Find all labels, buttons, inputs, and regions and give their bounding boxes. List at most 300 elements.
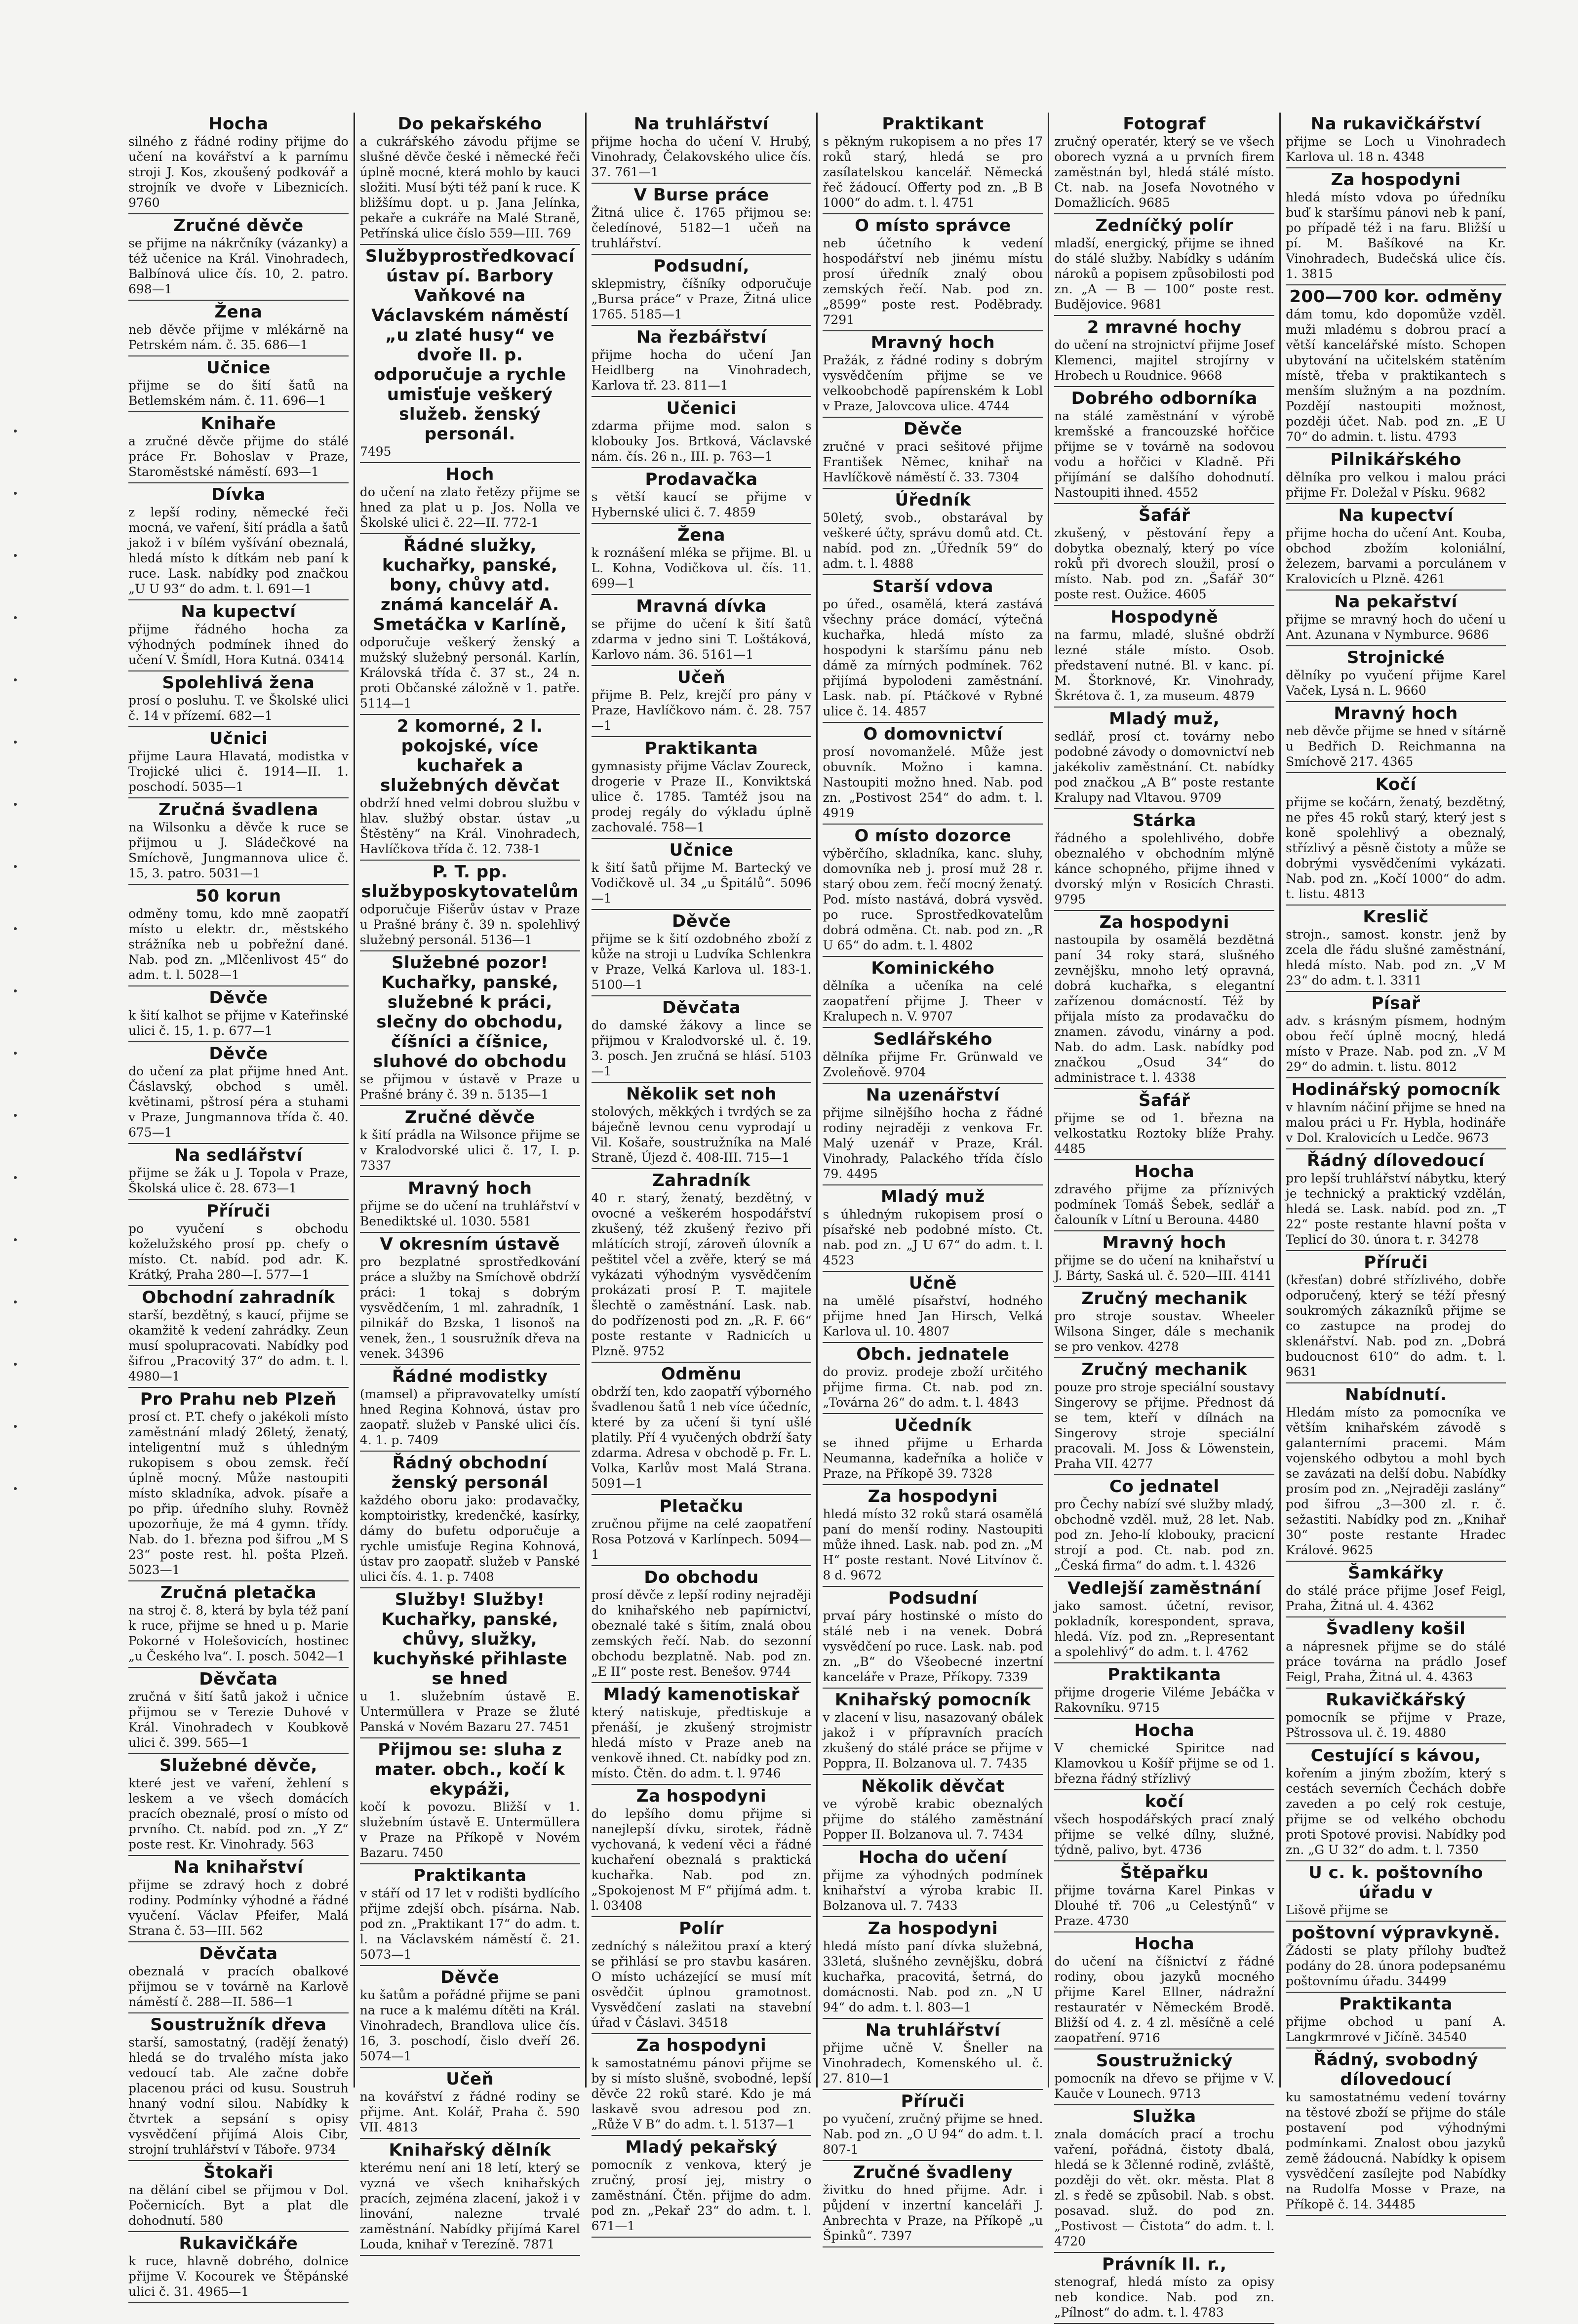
ad-text: prvaí páry hostinské o místo do stálé neb i na venek. Dobrá vysvědčení po ruce. Lask. nab. pod zn. „B“ do Všeobecné inzertní kanceláře v Praze, Příkopy. 7339 (823, 1609, 1043, 1684)
classified-ad (823, 957, 1043, 1028)
ad-text: silného z řádné rodiny přijme do učení na kovářství a k parnímu stroji J. Kos, zkoušený podkovář a strojník ve dvoře v Libeznicích. 9760 (128, 134, 349, 210)
classified-ad (128, 1581, 349, 1668)
ad-heading: Sedlářského (873, 1029, 993, 1049)
ad-text: obdrží ten, kdo zaopatří výborného švadlenou šatů 1 neb více účedníc, které by za učení ši tyní ušlé platily. Pří 4 vyučených obdrží šaty zdarma. Adresa v obchodě p. Fr. L. Volka, Karlův most Malá Strana. 5091—1 (591, 1384, 812, 1491)
ad-heading: V Burse práce (633, 185, 769, 205)
classified-ad (592, 1917, 812, 2034)
ad-text: a nápresnek přijme se do stálé práce továrna na prádlo Josef Feigl, Praha, Žitná ul. 4. 4363 (1286, 1639, 1506, 1684)
ad-heading: Praktikanta (413, 1866, 527, 1886)
classified-ad (1286, 1617, 1506, 1689)
ad-text: pomocník na dřevo se přijme v V. Kauče v Lounech. 9713 (1054, 2071, 1275, 2101)
classified-ad (823, 1689, 1043, 1775)
ad-heading: Praktikanta (1339, 1994, 1453, 2014)
ad-heading: Polír (679, 1919, 724, 1938)
ad-heading: Cestující s kávou, (1310, 1746, 1481, 1766)
ad-text: mladší, energický, přijme se ihned do stálé služby. Nabídky s udáním nároků a popisem způsobilosti pod zn. „A — B — 100“ poste rest. Budějovice. 9681 (1054, 236, 1275, 312)
ad-heading: Písař (1371, 993, 1420, 1013)
ad-text: kočí k povozu. Bližší v 1. služebním ústavě E. Untermüllera v Praze na Příkopě v Novém Bazaru. 7450 (359, 1800, 580, 1860)
ad-text: v zlacení v lisu, nasazovaný obálek jakož i v přípravních pracích zkušený do stálé práce se přijme v Poppra, II. Bolzanova ul. 7. 7435 (823, 1710, 1043, 1771)
ad-text: k šití šatů přijme M. Bartecký ve Vodičkově ul. 34 „u Špitálů“. 5096—1 (591, 861, 812, 906)
ad-heading: Učeň (677, 668, 726, 687)
ad-heading: Hocha (1134, 1721, 1195, 1740)
classified-ad (1054, 316, 1274, 387)
classified-ad (1286, 1251, 1506, 1383)
classified-ad (1286, 504, 1506, 591)
ad-text: na umělé písařství, hodného přijme hned Jan Hirsch, Velká Karlova ul. 10. 4807 (823, 1294, 1043, 1339)
ad-text: k šití prádla na Wilsonce přijme se v Kralodvorské ulici č. 17, I. p. 7337 (359, 1128, 580, 1173)
ad-heading: Mladý muž (881, 1187, 985, 1207)
ad-heading: Obchodní zahradník (142, 1288, 335, 1307)
ad-heading: Do pekařského (397, 114, 542, 134)
ad-text: odměny tomu, kdo mně zaopatří místo u elektr. dr., městského strážníka neb u pobřežní dané. Nab. pod zn. „Mlčenlivost 45“ do adm. t. l. 5028—1 (128, 906, 349, 982)
ad-heading: Štěpařku (1120, 1863, 1209, 1883)
ad-heading: kočí (1144, 1792, 1184, 1812)
ad-heading: Nabídnutí. (1345, 1385, 1447, 1405)
classified-ad (1054, 606, 1274, 708)
classified-ad (823, 1084, 1043, 1185)
ad-text: k samostatnému pánovi přijme se by si místo slušně, svobodné, lepší děvče 22 roků staré. Kdo je má laskavě svou adresou pod zn. „Růže V B“ do adm. t. l. 5137—1 (591, 2056, 812, 2131)
ad-text: přijme silnějšího hocha z řádné rodiny nejraději z venkova Fr. Malý uzenář v Praze, Král. Vinohrady, Palackého třída číslo 79. 4495 (823, 1105, 1043, 1181)
ad-text: pro bezplatné sprostředkování práce a služby na Smíchově obdrží práci: 1 tokaj s dobrým vysvědčením, 1 ml. zahradník, 1 pilnikář do Bzska, 1 lisonoš na venek, žen., 1 sousružník dřeva na venek. 34396 (359, 1255, 580, 1361)
ad-text: přijme se k šití ozdobného zboží z kůže na stroji u Ludvíka Schlenkra v Praze, Velká Karlova ul. 183-1. 5100—1 (591, 932, 812, 992)
ad-heading: Děvče (440, 1968, 500, 1987)
ad-heading: Na kupectví (1338, 506, 1454, 525)
ad-text: k šití kalhot se přijme v Kateřinské ulici č. 15, 1. p. 677—1 (128, 1008, 349, 1038)
ad-text: u 1. služebním ústavě E. Untermüllera v Praze se žluté Panská v Novém Bazaru 27. 7451 (359, 1689, 580, 1734)
ad-heading: Na sedlářství (174, 1145, 303, 1165)
classified-ad (823, 2090, 1043, 2161)
classified-ad (360, 245, 580, 463)
ad-text: prosí o posluhu. T. ve Školské ulici č. 14 v přízemí. 682—1 (128, 693, 349, 723)
ad-text: prosí novomanželé. Může jest obuvník. Možno i kamna. Nastoupiti možno hned. Nab. pod zn. „Postivost 254“ do adm. t. l. 4919 (823, 745, 1043, 820)
ad-heading: Soustružník dřeva (150, 2015, 327, 2035)
classified-ad (823, 2019, 1043, 2090)
classified-ad (592, 666, 812, 737)
ad-heading: Přijmou se: sluha z mater. obch., kočí k ekypáži, (375, 1740, 565, 1799)
ad-text: pro stroje soustav. Wheeler Wilsona Singer, dále s mechanik se pro venkov. 4278 (1054, 1309, 1275, 1354)
classified-ad (1286, 168, 1506, 285)
ad-text: dělníka a učeníka na celé zaopatření přijme J. Theer v Kralupech n. V. 9707 (823, 979, 1043, 1024)
classified-ad (823, 214, 1043, 331)
ad-heading: Rukavičkářský (1326, 1690, 1466, 1710)
ad-heading: O místo dozorce (854, 826, 1012, 846)
ad-heading: Mladý muž, (1109, 709, 1220, 729)
classified-ad (128, 1286, 349, 1388)
ad-heading: Kočí (1375, 775, 1417, 794)
ad-heading: Učeň (446, 2069, 494, 2089)
ad-text: 50letý, svob., obstarával by veškeré účty, správu domů atd. Ct. nabíd. pod zn. „Úředník 59“ do adm. t. l. 4888 (823, 511, 1043, 571)
ad-heading: Obch. jednatele (856, 1344, 1010, 1364)
classified-ad (592, 1083, 812, 1169)
ad-text: do učení na číšnictví z řádné rodiny, obou jazyků mocného přijme Karel Ellner, nádražní restauratér v Německém Brodě. Bližší od 4. z. 4 zl. měsíčně a celé zaopatření. 9716 (1054, 1954, 1275, 2045)
ad-heading: Děvče (671, 911, 731, 931)
ad-text: sedlář, prosí ct. továrny nebo podobné závody o domovnictví neb jakékoliv zaměstnání. Ct. nabídky pod značkou „A B“ poste restante Kralupy nad Vltavou. 9709 (1054, 729, 1275, 805)
classified-ad (1286, 1149, 1506, 1251)
ad-text: odporučuje Fišerův ústav v Praze u Prašné brány č. 39 n. spolehlivý služebný personál. 5136—1 (359, 902, 580, 947)
ad-text: na stálé zaměstnání v výrobě kremšské a francouzské hořčice přijme se v továrně na sodovou vodu a hořčici v Kladně. Při přijímání se dalšího dohodnutí. Nastoupiti ihned. 4552 (1054, 409, 1275, 500)
classified-ad (128, 798, 349, 885)
ad-heading: Zahradník (652, 1171, 750, 1190)
ad-text: přijme se zdravý hoch z dobré rodiny. Podmínky výhodné a řádné vyučení. Václav Pfeifer, Malá Strana č. 53—III. 562 (128, 1878, 349, 1938)
classified-ad (128, 600, 349, 671)
classified-ad (592, 2136, 812, 2238)
ad-text: přijme B. Pelz, krejčí pro pány v Praze, Havlíčkovo nám. č. 28. 757—1 (591, 688, 812, 733)
ad-text: pomocník z venkova, který je zručný, prosí jej, mistry o zaměstnání. Čtěn. přijme do adm. pod zn. „Pekař 23“ do adm. t. l. 671—1 (591, 2158, 812, 2233)
ad-text: Žádosti se platy přílohy buďtež podány do 28. února podepsanému poštovnímu úřadu. 34499 (1286, 1943, 1506, 1988)
classified-ad (1054, 1932, 1274, 2049)
classified-ad (823, 1185, 1043, 1272)
ad-text: po vyučení s obchodu koželužského prosí pp. chefy o místo. Ct. nabíd. pod adr. K. Krátký, Praha 280—I. 577—1 (128, 1221, 349, 1282)
ad-text: v hlavním náčiní přijme se hned na malou práci u Fr. Hybla, hodináře v Dol. Kralovicích u Ledče. 9673 (1286, 1100, 1506, 1145)
classified-ad (592, 255, 812, 326)
ad-heading: Zručný mechanik (1081, 1360, 1248, 1379)
classified-ad (592, 1495, 812, 1566)
classified-ad (1054, 2105, 1274, 2253)
classified-ad (592, 397, 812, 468)
classified-ad (128, 214, 349, 301)
ad-text: prosí ct. P.T. chefy o jakékoli místo zaměstnání mladý 26letý, ženatý, inteligentní muž s úhledným rukopisem s obou zemsk. řečí úplně mocný. Může nastoupiti místo skladníka, advok. písaře a po přip. úředního sluhy. Rovněž upozorňuje, že má 4 gymn. třídy. Nab. do 1. března pod šifrou „M S 23“ poste rest. hl. pošta Plzeň. 5023—1 (128, 1410, 349, 1577)
ad-text: po vyučení, zručný přijme se hned. Nab. pod zn. „O U 94“ do adm. t. l. 807-1 (823, 2112, 1043, 2157)
ad-text: hledá místo vdova po úředníku buď k staršímu pánovi neb k paní, po případě též i na faru. Bližší u pí. M. Bašíkové na Kr. Vinohradech, Budečská ulice čís. 1. 3815 (1286, 190, 1506, 281)
ad-text: strojn., samost. konstr. jenž by zcela dle řádu slušné zaměstnání, hledá místo. Nab. pod zn. „V M 23“ do adm. t. l. 3311 (1286, 927, 1506, 987)
ad-heading: Učně (908, 1273, 957, 1293)
ad-text: přijme učně V. Šneller na Vinohradech, Komenského ul. č. 27. 810—1 (823, 2041, 1043, 2086)
classified-ad (823, 1485, 1043, 1587)
ad-text: přijme se kočárn, ženatý, bezdětný, ne přes 45 roků starý, který jest s koně spolehlivý a obeznalý, střízlivý a pěsně čistoty a může se dobrými vysvědčeními vykázati. Nab. pod zn. „Kočí 1000“ do adm. t. listu. 4813 (1286, 795, 1506, 901)
classified-ad (592, 839, 812, 910)
ad-text: v stáří od 17 let v rodišti bydlícího přijme zdejší obch. písárna. Nab. pod zn. „Praktikant 17“ do adm. t. l. na Václavském náměstí č. 21. 5073—1 (359, 1886, 580, 1962)
classified-ad (592, 326, 812, 397)
ad-text: přijme řádného hocha za výhodných podmínek ihned do učení V. Šmídl, Hora Kutná. 03414 (128, 622, 349, 667)
ad-text: dělníka přijme Fr. Grünwald ve Zvoleňově. 9704 (823, 1050, 1043, 1079)
ad-heading: Na truhlářství (633, 114, 769, 134)
ad-heading: Na uzenářství (866, 1085, 1000, 1105)
ad-text: a cukrářského závodu přijme se slušné děvče české i německé řeči úplně mocné, která mohlo by kauci složiti. Musí býti též paní k ruce. K bližšímu dopt. u p. Jana Jelínka, pekaře a cukráře na Malé Straně, Petřínská ulice číslo 559—III. 769 (359, 134, 580, 240)
classified-ad (1286, 1562, 1506, 1617)
classified-ad (592, 1683, 812, 1785)
ad-text: zkušený, v pěstování řepy a dobytka obeznalý, který po více roků při dvorech sloužil, prosí o místo. Nab. pod zn. „Šafář 30“ poste rest. Oužice. 4605 (1054, 526, 1275, 601)
ad-heading: Hocha (1134, 1162, 1195, 1182)
classified-ad (128, 1754, 349, 1856)
classified-ad (360, 715, 580, 861)
classified-ad (823, 575, 1043, 723)
ad-heading: Knihaře (200, 414, 276, 433)
classified-ad (823, 1272, 1043, 1343)
ad-text: se přijmou v ústavě v Praze u Prašné brány č. 39 n. 5135—1 (359, 1072, 580, 1102)
classified-ad (360, 1452, 580, 1588)
ad-heading: Žena (677, 525, 725, 545)
ad-heading: Mladý pekařský (625, 2137, 778, 2157)
classified-ad (128, 727, 349, 798)
classified-ad (823, 825, 1043, 957)
ad-text: zručný operatér, který se ve všech oborech vyzná a u prvních firem zaměstnán byl, hledá stálé místo. Ct. nab. na Josefa Novotného v Domažlicích. 9685 (1054, 134, 1275, 210)
classified-ad (592, 1566, 812, 1683)
ad-heading: Několik set noh (626, 1084, 777, 1104)
classified-ad (1054, 1287, 1274, 1358)
classified-ad (1286, 1689, 1506, 1744)
classified-ad (823, 418, 1043, 489)
ad-text: zručné v praci sešitové přijme František Němec, knihař na Havlíčkově náměstí č. 33. 7304 (823, 439, 1043, 484)
ad-heading: Za hospodyni (1331, 170, 1461, 190)
ad-text: do damské žákovy a lince se přijmou v Kralodvorské ul. č. 19. 3. posch. Jen zručná se hlásí. 5103—1 (591, 1018, 812, 1078)
ad-heading: Knihařský dělník (389, 2140, 551, 2160)
classified-ad (1054, 1089, 1274, 1160)
ad-text: 7495 (359, 444, 392, 459)
classified-ad (592, 113, 812, 184)
ad-text: zedníchý s náležitou praxí a který se přihlásí se pro stavbu kasáren. O místo ucházející se musí mít osvědčit úplnou gramotnost. Vysvědčení zaslati na stavební úřad v Čáslavi. 34518 (591, 1939, 812, 2030)
ad-text: ku samostatnému vedení továrny na těstové zboží se přijme do stále postavení pod výhodnými podmínkami. Znalost obou jazyků země žádoucná. Nabídky k opisem vysvědčení zasílejte pod Nabídky na Rudolfa Mosse v Praze, na Příkopě č. 14. 34485 (1286, 2090, 1506, 2211)
classified-ad (592, 1363, 812, 1495)
classified-ad (128, 1668, 349, 1754)
classified-ad (1286, 646, 1506, 702)
ad-heading: Hoch (445, 465, 494, 484)
ad-text: přijme se Loch u Vinohradech Karlova ul. 18 n. 4348 (1286, 134, 1506, 164)
ad-heading: Učedník (894, 1416, 972, 1435)
classified-ad (1286, 1993, 1506, 2048)
classified-ad (1286, 1078, 1506, 1149)
ad-text: všech hospodářských prací znalý přijme se velké dílny, služné, týdně, palivo, byt. 4736 (1054, 1812, 1275, 1857)
classified-ad (128, 113, 349, 214)
ad-text: na stroj č. 8, která by byla též paní k ruce, přijme se hned u p. Marie Pokorné v Holešovicích, hostinec „u Českého lva“. I. posch. 5042—1 (128, 1603, 349, 1663)
ad-text: do proviz. prodeje zboží určitého přijme firma. Ct. nab. pod zn. „Továrna 26“ do adm. t. l. 4843 (823, 1365, 1043, 1410)
ad-text: (křesťan) dobré střízlivého, dobře odporučený, který se téží přesný soukromých zákazníků přijme se co zastupce na prodej do sklenářství. Nab. pod zn. „Dobrá budoucnost 610“ do adm. t. l. 9631 (1286, 1273, 1506, 1379)
ad-text: neb děvče přijme v mlékárně na Petrském nám. č. 35. 686—1 (128, 322, 349, 352)
classified-ad (592, 1169, 812, 1363)
classified-ad (360, 534, 580, 715)
ad-text: ku šatům a pořádné přijme se pani na ruce a k malému dítěti na Král. Vinohradech, Brandlova ulice čís. 16, 3. poschodí, čislo dveří 26. 5074—1 (359, 1988, 580, 2063)
ad-heading: Příruči (206, 1201, 271, 1221)
ad-heading: Rukavičkáře (179, 2234, 298, 2253)
ad-text: V chemické Spiritce nad Klamovkou u Košíř přijme se od 1. března řádný střízlivý (1054, 1741, 1275, 1786)
ad-text: z lepší rodiny, německé řeči mocná, ve vaření, šití prádla a šatů jakož i v bílém vyšívání obeznalá, hledá místo k dítkám neb paní k ruce. Lask. nabídky pod značkou „U U 93“ do adm. t. l. 691—1 (128, 505, 349, 596)
ad-heading: Na rukavičkářství (1310, 114, 1481, 134)
classified-ad (360, 113, 580, 245)
classified-ad (1286, 1922, 1506, 1993)
classified-ad (360, 463, 580, 534)
ad-text: starší, bezdětný, s kaucí, přijme se okamžitě k vedení zahrádky. Zeun musí spolupracovati. Nabídky pod šifrou „Pracovitý 37“ do adm. t. l. 4980—1 (128, 1308, 349, 1383)
ad-text: (mamsel) a připravovatelky umístí hned Regina Kohnová, ústav pro zaopatř. služeb v Panské ulici čís. 4. 1. p. 7409 (359, 1387, 580, 1447)
classified-ad (128, 1042, 349, 1144)
ad-column (123, 113, 354, 2299)
ad-text: pomocník se přijme v Praze, Pštrossova ul. č. 19. 4880 (1286, 1710, 1506, 1740)
classified-ad (823, 1587, 1043, 1689)
classified-ad (823, 1917, 1043, 2019)
ad-heading: Služebné pozor! Kuchařky, panské, služebné k práci, slečny do obchodu, číšníci a číšnice, sluhové do obchodu (373, 953, 567, 1071)
ad-heading: Hodinářský pomocník (1291, 1080, 1500, 1100)
ad-heading: Mravný hoch (1334, 704, 1458, 723)
ad-heading: O domovnictví (863, 724, 1003, 744)
classified-ad (823, 2161, 1043, 2247)
ad-text: pro lepší truhlářství nábytku, který je technický a praktický vzdělán, hledá se. Lask. nabíd. pod zn. „T 22“ poste restante hlavní pošta v Teplicí do 30. února t. r. 34278 (1286, 1171, 1506, 1247)
ad-heading: Dívka (211, 485, 266, 505)
ad-heading: Zručné švadleny (853, 2163, 1013, 2182)
ad-heading: Řádné modistky (392, 1367, 548, 1386)
ad-text: přijme hocha do učení Ant. Kouba, obchod zbožím koloniální, železem, barvami a porculánem v Kralovicích u Plzně. 4261 (1286, 526, 1506, 586)
ad-text: s pěkným rukopisem a no přes 17 roků starý, hledá se pro zasílatelskou kancelář. Německá řeč žádoucí. Offerty pod zn. „B B 1000“ do adm. t. l. 4751 (823, 134, 1043, 210)
ad-text: adv. s krásným písmem, hodným obou řečí úplně mocný, hledá místo v Praze. Nab. pod zn. „V M 29“ do admin. t. listu. 8012 (1286, 1014, 1506, 1074)
ad-heading: Zedníčký polír (1095, 216, 1233, 236)
ad-text: přijme se do učení na knihařství u J. Bárty, Saská ul. č. 520—III. 4141 (1054, 1253, 1275, 1283)
classified-ad (128, 301, 349, 356)
ad-heading: Odměnu (661, 1364, 742, 1384)
classified-ad (128, 1200, 349, 1286)
ad-text: výběrčího, skladníka, kanc. sluhy, domovníka neb j. prosí muž 28 r. starý obou zem. řečí mocný ženatý. Pod. místo nastává, dobrá vysvěd. po ruce. Sprostředkovatelům dobrá odměna. Ct. nab. pod zn. „R U 65“ do adm. t. l. 4802 (823, 846, 1043, 952)
ad-heading: Spolehlivá žena (162, 673, 315, 693)
ad-heading: Právník II. r., (1102, 2254, 1227, 2274)
ad-text: kterému není ani 18 letí, který se vyzná ve všech knihařských pracích, zejména zlacení, jakož i v linování, nalezne trvalé zaměstnání. Nabídky přijímá Karel Louda, knihař v Terezíně. 7871 (359, 2161, 580, 2251)
ad-heading: Pletačku (659, 1497, 744, 1516)
ad-heading: Štokaři (203, 2163, 274, 2182)
classified-ad (592, 524, 812, 595)
classified-ad (1054, 113, 1274, 214)
classified-ad (128, 1144, 349, 1200)
ad-heading: V okresním ústavě (380, 1234, 560, 1254)
binding-holes (14, 430, 18, 1565)
ad-heading: Soustružnický (1096, 2051, 1233, 2071)
ad-text: neb účetního k vedení hospodářství neb jinému místu prosí úředník znalý obou zemských řečí. Nab. pod zn. „8599“ poste rest. Poděbrady. 7291 (823, 236, 1043, 327)
ad-text: které jest ve vaření, žehlení s leskem a ve všech domácích pracích obeznalé, prosí o místo od prvního. Ct. nabíd. pod zn. „Y Z“ poste rest. Kr. Vinohrady. 563 (128, 1776, 349, 1851)
ad-heading: Šamkářky (1348, 1563, 1444, 1583)
ad-heading: Děvče (903, 419, 962, 439)
classified-ad (1286, 1744, 1506, 1861)
classified-ad (823, 1028, 1043, 1084)
classified-ad (1286, 773, 1506, 906)
ad-text: dělníky po vyučení přijme Karel Vaček, Lysá n. L. 9660 (1286, 668, 1506, 698)
classified-ad (823, 1775, 1043, 1846)
ad-text: s větší kaucí se přijme v Hybernské ulici č. 7. 4859 (591, 490, 812, 519)
ad-heading: Za hospodyni (636, 1786, 767, 1806)
classified-ad (1054, 1790, 1274, 1861)
ad-heading: Podsudní, (653, 256, 750, 276)
ad-heading: Vedlejší zaměstnání (1067, 1578, 1262, 1598)
ad-heading: Hocha do učení (859, 1848, 1007, 1867)
ad-text: přijme hocha do učení Jan Heidlberg na Vinohradech, Karlova tř. 23. 811—1 (591, 348, 812, 393)
ad-text: každého oboru jako: prodavačky, komptoiristky, kredenčké, kasírky, dámy do bufetu odporučuje a rychle umisťuje Regina Kohnová, ústav pro zaopatř. služeb v Panské ulici čís. 4. 1. p. 7408 (359, 1493, 580, 1584)
ad-heading: Praktikanta (644, 739, 758, 758)
classified-ad (1054, 2049, 1274, 2105)
classified-ad (592, 595, 812, 666)
classified-ad (128, 412, 349, 483)
ad-column (354, 113, 585, 2251)
ad-text: se přijme do učení k šití šatů zdarma v jedno sini T. Loštáková, Karlovo nám. 36. 5161—1 (591, 617, 812, 662)
classified-ad (128, 1856, 349, 1942)
ad-heading: Zručné děvče (173, 216, 304, 236)
ad-text: Lišově přijme se (1286, 1903, 1388, 1917)
ad-text: přijme se od 1. března na velkostatku Roztoky blíže Prahy. 4485 (1054, 1111, 1275, 1156)
classified-ad (1286, 448, 1506, 504)
ad-text: do stálé práce přijme Josef Feigl, Praha, Žitná ul. 4. 4362 (1286, 1583, 1506, 1613)
ad-text: obdrží hned velmi dobrou službu v hlav. službý obstar. ústav „u Štěstěny“ na Král. Vinohradech, Havlíčkova třída č. 12. 738-1 (359, 796, 580, 856)
classified-ad (1054, 387, 1274, 504)
classified-ad (360, 1864, 580, 1966)
classified-ad (823, 723, 1043, 825)
classified-ad (128, 2013, 349, 2161)
ad-heading: Zručná švadlena (158, 800, 318, 820)
ad-heading: Prodavačka (645, 470, 758, 489)
ad-heading: Za hospodyni (636, 2036, 767, 2055)
classified-ad (823, 489, 1043, 575)
classified-ad (1054, 1160, 1274, 1231)
ad-heading: Řádný dílovedoucí (1307, 1151, 1485, 1171)
ad-text: zdravého přijme za příznivých podmínek Tomáš Šebek, sedlář a čalouník v Lítní u Berouna. 4480 (1054, 1182, 1275, 1227)
ad-text: do lepšího domu přijme si nanejlepší dívku, sirotek, řádně vychovaná, k vedení věci a řádné kuchaření obeznalá s praktická kuchařka. Nab. pod zn. „Spokojenost M F“ přijímá adm. t. l. 03408 (591, 1807, 812, 1913)
ad-heading: Strojnické (1346, 648, 1445, 668)
ad-heading: Mladý kamenotiskař (603, 1685, 800, 1704)
classified-ad (592, 910, 812, 996)
ad-text: znala domácích prací a trochu vaření, pořádná, čistoty dbalá, hledá se k 3členné rodině, zvláště, později do vět. okr. města. Plat 8 zl. s ředě se způsobil. Nab. s obst. posavad. služ. do pod zn. „Postivost — Čistota“ do adm. t. l. 4720 (1054, 2127, 1275, 2248)
ad-heading: Knihařský pomocník (834, 1690, 1031, 1710)
ad-text: a zručné děvče přijme do stálé práce Fr. Bohoslav v Praze, Staroměstské náměstí. 693—1 (128, 434, 349, 479)
classified-ad (360, 1365, 580, 1452)
ad-text: dělníka pro velkou i malou práci přijme Fr. Doležal v Písku. 9682 (1286, 470, 1506, 500)
classified-ad (128, 2232, 349, 2303)
ad-text: obeznalá v pracích obalkové přijmou se v továrně na Karlově náměstí č. 288—II. 586—1 (128, 1964, 349, 2009)
classified-ad (360, 1177, 580, 1233)
ad-text: kořením a jiným zbožím, který s cestách severních Čechách dobře zaveden a po celý rok cestuje, přijme se od velkého obchodu proti Spotové provisi. Nabídky pod zn. „G U 32“ do adm. t. l. 7350 (1286, 1766, 1506, 1857)
ad-heading: Kreslič (1363, 907, 1429, 927)
ad-heading: Fotograf (1123, 114, 1206, 134)
ad-text: přijme se mravný hoch do učení u Ant. Azunana v Nymburce. 9686 (1286, 612, 1506, 642)
ad-text: gymnasisty přijme Václav Zoureck, drogerie v Praze II., Konviktská ulice č. 1785. Tamtéž jsou na prodej regály do výkladu úplně zachovalé. 758—1 (591, 759, 812, 834)
ad-heading: Úředník (895, 490, 971, 510)
ad-text: po úřed., osamělá, která zastává všechny práce domácí, výtečná kuchařka, hledá místo za hospodyni k staršímu pánu neb dámě za mírných podmínek. 762 přijímá bypolodeni zaměstnání. Lask. nab. pí. Ptáčkové v Rybné ulice č. 14. 4857 (823, 597, 1043, 718)
classified-ad (128, 483, 349, 600)
ad-heading: Služby! Služby! Kuchařky, panské, chůvy, služky, kuchyňské přihlaste se hned (372, 1590, 568, 1689)
ad-text: přijme za výhodných podmínek knihařství a výroba krabic II. Bolzanova ul. 7. 7433 (823, 1868, 1043, 1913)
classified-ad (823, 113, 1043, 214)
ad-text: přijme Laura Hlavatá, modistka v Trojické ulici č. 1914—II. 1. poschodí. 5035—1 (128, 749, 349, 794)
ad-text: přijme hocha do učení V. Hrubý, Vinohrady, Čelakovského ulice čís. 37. 761—1 (591, 134, 812, 179)
ad-heading: Žena (214, 302, 263, 322)
ad-heading: Řádné služky, kuchařky, panské, bony, chůvy atd. známá kancelář A. Smetáčka v Karlíně, (373, 536, 567, 634)
ad-text: na kovářství z řádné rodiny se přijme. Ant. Kolář, Praha č. 590 VII. 4813 (359, 2089, 580, 2134)
ad-heading: Kominického (871, 958, 995, 978)
classified-ad (823, 331, 1043, 418)
ad-heading: Hospodyně (1110, 607, 1219, 627)
ad-text: neb děvče přijme se hned v sítárně u Bedřich D. Reichmanna na Smíchově 217. 4365 (1286, 724, 1506, 769)
ad-text: zdarma přijme mod. salon s klobouky Jos. Brtková, Václavské nám. čís. 26 n., III. p. 763—1 (591, 419, 812, 464)
classified-ad (1054, 1231, 1274, 1287)
classified-ad (592, 468, 812, 524)
ad-text: nastoupila by osamělá bezdětná paní 34 roky stará, slušného zevnějšku, mnoho letý opravná, dobrá kuchařka, s elegantní zařízenou domácností. Též by přijala místo za prodavačku do znamen. závodu, vinárny a pod. Nab. do adm. Lask. nabídky pod značkou „Osud 34“ do administrace t. l. 4338 (1054, 933, 1275, 1085)
ad-heading: 50 korun (196, 886, 281, 906)
ad-heading: Příruči (901, 2091, 965, 2111)
ad-text: k ruce, hlavně dobrého, dolnice přijme V. Kocourek ve Štěpánské ulici č. 31. 4965—1 (128, 2254, 349, 2299)
classified-ad (360, 1966, 580, 2068)
ad-heading: U c. k. poštovního úřadu v (1308, 1863, 1483, 1902)
classified-ad (360, 2139, 580, 2256)
classified-ad (128, 356, 349, 412)
ad-heading: Na knihařství (173, 1857, 304, 1877)
classified-ad (128, 2161, 349, 2232)
classified-ad (823, 1846, 1043, 1917)
ad-heading: Do obchodu (644, 1568, 759, 1587)
ad-heading: Příruči (1364, 1253, 1428, 1272)
ad-text: na farmu, mladé, slušné obdrží lezné stále místo. Osob. představení nutné. Bl. v kanc. pí. M. Štorknové, Kr. Vinohrady, Škrétova č. 1, za museum. 4879 (1054, 628, 1275, 703)
ad-text: 40 r. starý, ženatý, bezdětný, v ovocné a veškerém hospodářství zkušený, též zkušený řezivo při mlátících strojí, zároveň úlovník a peštitel včel a zvěře, který se má vykázati výhodným vysvědčením prokázati prosí P. T. majitele šlechtě o zaměstnání. Lask. nab. do podřízenosti pod zn. „R. F. 66“ poste restante v Radnicích u Plzně. 9752 (591, 1191, 812, 1358)
ad-text: stolových, měkkých i tvrdých se za báječně levnou cenu vyprodají u Vil. Košaře, soustružníka na Malé Straně, Újezd č. 408-III. 715—1 (591, 1104, 812, 1165)
ad-text: živitku do hned přijme. Adr. i půjdení v inzertní kanceláři J. Anbrechta v Praze, na Příkopě „u Špinků“. 7397 (823, 2183, 1043, 2243)
classified-ad (592, 184, 812, 255)
ad-text: přijme obchod u paní A. Langkrmrové v Jičíně. 34540 (1286, 2014, 1506, 2044)
ad-text: do učení na strojnictví přijme Josef Klemenci, majitel strojírny v Hrobech u Roudnice. 9668 (1054, 338, 1275, 383)
classified-ad (1054, 1719, 1274, 1790)
classified-ad (360, 1233, 580, 1365)
classified-ad (360, 1588, 580, 1738)
classified-ad (1054, 1663, 1274, 1719)
ad-text: stenograf, hledá místo za opisy neb kondice. Nab. pod zn. „Pílnost“ do adm. t. l. 4783 (1054, 2275, 1275, 2320)
ad-heading: Na pekařství (1334, 592, 1458, 612)
